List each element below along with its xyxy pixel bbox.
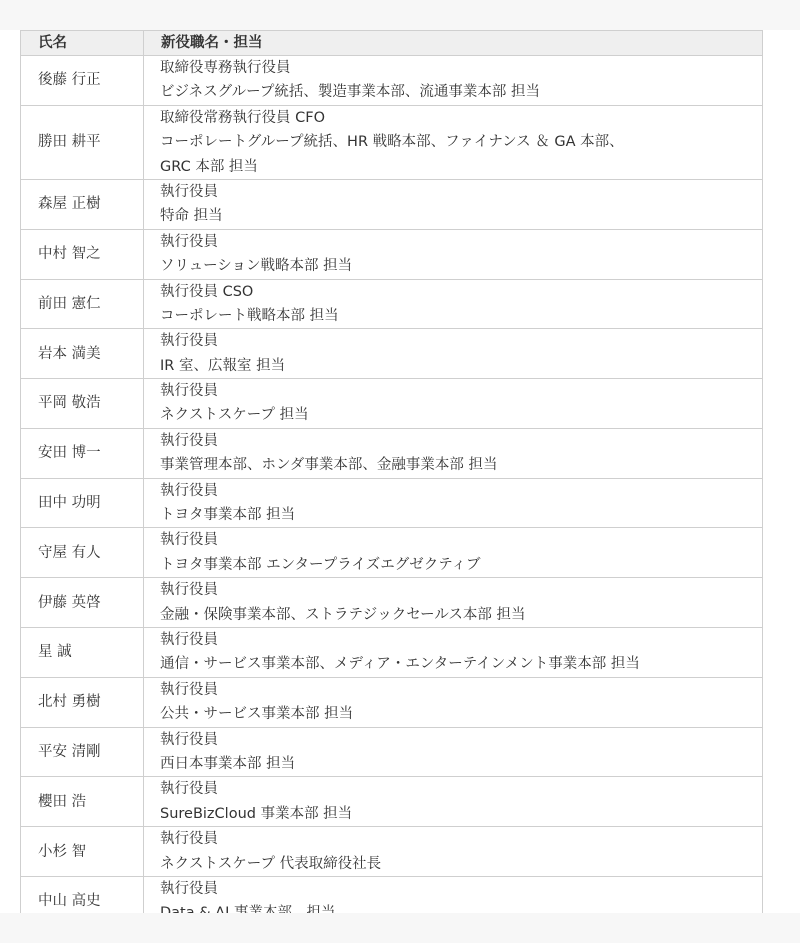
officer-name-cell — [21, 727, 144, 777]
officer-role-cell — [144, 56, 763, 106]
officer-table — [20, 30, 763, 927]
officer-role-cell — [144, 578, 763, 628]
officer-role-cell — [144, 727, 763, 777]
role-line: 執行役員 — [160, 880, 218, 897]
table-row — [21, 777, 763, 827]
officer-name-cell — [21, 677, 144, 727]
role-line: 執行役員 — [160, 233, 218, 250]
officer-role-cell — [144, 478, 763, 528]
table-row — [21, 478, 763, 528]
table-row — [21, 578, 763, 628]
role-line: 執行役員 — [160, 831, 218, 848]
officer-name: 安田 博一 — [38, 445, 101, 462]
role-line: 執行役員 — [160, 383, 218, 400]
officer-name-cell — [21, 329, 144, 379]
role-line: 執行役員 — [160, 781, 218, 798]
role-line: ソリューション戦略本部 担当 — [160, 258, 353, 275]
officer-name: 平岡 敬浩 — [38, 395, 101, 412]
role-line: 通信・サービス事業本部、メディア・エンターテインメント事業本部 担当 — [160, 656, 640, 673]
role-line: 取締役常務執行役員 CFO — [160, 109, 325, 126]
officer-name-cell — [21, 279, 144, 329]
role-line: SureBizCloud 事業本部 担当 — [160, 805, 353, 822]
officer-role-cell — [144, 229, 763, 279]
officer-name-cell — [21, 379, 144, 429]
officer-name: 北村 勇樹 — [38, 694, 101, 711]
role-line: ビジネスグループ統括、製造事業本部、流通事業本部 担当 — [160, 84, 541, 101]
role-line: 特命 担当 — [160, 208, 223, 225]
officer-role-cell — [144, 528, 763, 578]
table-row — [21, 827, 763, 877]
officer-name: 平安 清剛 — [38, 743, 101, 760]
officer-name: 中山 高史 — [38, 893, 101, 910]
role-line: 西日本事業本部 担当 — [160, 755, 296, 772]
role-line: GRC 本部 担当 — [160, 158, 258, 175]
table-row — [21, 56, 763, 106]
table-row — [21, 229, 763, 279]
role-line: 執行役員 — [160, 333, 218, 350]
officer-name: 中村 智之 — [38, 246, 101, 263]
document-body — [0, 30, 800, 913]
officer-name-cell — [21, 105, 144, 179]
table-row — [21, 379, 763, 429]
role-line: 執行役員 — [160, 681, 218, 698]
officer-role-cell — [144, 428, 763, 478]
table-row — [21, 179, 763, 229]
table-row — [21, 528, 763, 578]
table-row — [21, 727, 763, 777]
table-row — [21, 329, 763, 379]
table-row — [21, 279, 763, 329]
role-line: 執行役員 — [160, 482, 218, 499]
header-role: 新役職名・担当 — [144, 31, 763, 56]
officer-role-cell — [144, 279, 763, 329]
officer-name-cell — [21, 179, 144, 229]
officer-role-cell — [144, 827, 763, 877]
table-row — [21, 105, 763, 179]
officer-name-cell — [21, 478, 144, 528]
top-margin — [0, 0, 800, 30]
role-line: コーポレート戦略本部 担当 — [160, 307, 339, 324]
role-line: ネクストスケープ 担当 — [160, 407, 309, 424]
role-line: 執行役員 — [160, 582, 218, 599]
officer-name: 田中 功明 — [38, 495, 101, 512]
officer-role-cell — [144, 179, 763, 229]
officer-name: 勝田 耕平 — [38, 134, 101, 151]
officer-name: 岩本 満美 — [38, 345, 101, 362]
role-line: 執行役員 — [160, 432, 218, 449]
officer-name-cell — [21, 777, 144, 827]
officer-name-cell — [21, 56, 144, 106]
officer-name-cell — [21, 627, 144, 677]
officer-name: 森屋 正樹 — [38, 196, 101, 213]
role-line: 公共・サービス事業本部 担当 — [160, 706, 354, 723]
officer-name: 守屋 有人 — [38, 544, 101, 561]
officer-name: 星 誠 — [38, 644, 72, 661]
officer-name: 後藤 行正 — [38, 72, 101, 89]
officer-name: 前田 憲仁 — [38, 295, 101, 312]
officer-name-cell — [21, 229, 144, 279]
role-line: トヨタ事業本部 エンタープライズエグゼクティブ — [160, 556, 481, 573]
role-line: トヨタ事業本部 担当 — [160, 507, 296, 524]
role-line: 執行役員 CSO — [160, 283, 254, 300]
officer-name: 伊藤 英啓 — [38, 594, 101, 611]
role-line: 執行役員 — [160, 631, 218, 648]
table-body — [21, 56, 763, 927]
header-name: 氏名 — [21, 31, 144, 56]
officer-role-cell — [144, 329, 763, 379]
role-line: 金融・保険事業本部、ストラテジックセールス本部 担当 — [160, 606, 526, 623]
table-header-row — [21, 31, 763, 56]
officer-role-cell — [144, 777, 763, 827]
role-line: ネクストスケープ 代表取締役社長 — [160, 855, 382, 872]
officer-name-cell — [21, 428, 144, 478]
table-row — [21, 677, 763, 727]
table-row — [21, 428, 763, 478]
officer-name-cell — [21, 528, 144, 578]
role-line: 取締役専務執行役員 — [160, 60, 291, 76]
table-row — [21, 627, 763, 677]
role-line: 執行役員 — [160, 731, 218, 748]
bottom-margin — [0, 913, 800, 943]
officer-name: 櫻田 浩 — [38, 793, 87, 810]
role-line: 事業管理本部、ホンダ事業本部、金融事業本部 担当 — [160, 457, 498, 474]
officer-role-cell — [144, 677, 763, 727]
officer-role-cell — [144, 105, 763, 179]
officer-name-cell — [21, 827, 144, 877]
officer-role-cell — [144, 379, 763, 429]
officer-name-cell — [21, 578, 144, 628]
role-line: 執行役員 — [160, 532, 218, 549]
role-line: コーポレートグループ統括、HR 戦略本部、ファイナンス ＆ GA 本部、 — [160, 134, 624, 151]
officer-name: 小杉 智 — [38, 843, 87, 860]
role-line: 執行役員 — [160, 183, 218, 200]
officer-role-cell — [144, 627, 763, 677]
role-line: IR 室、広報室 担当 — [160, 357, 286, 374]
